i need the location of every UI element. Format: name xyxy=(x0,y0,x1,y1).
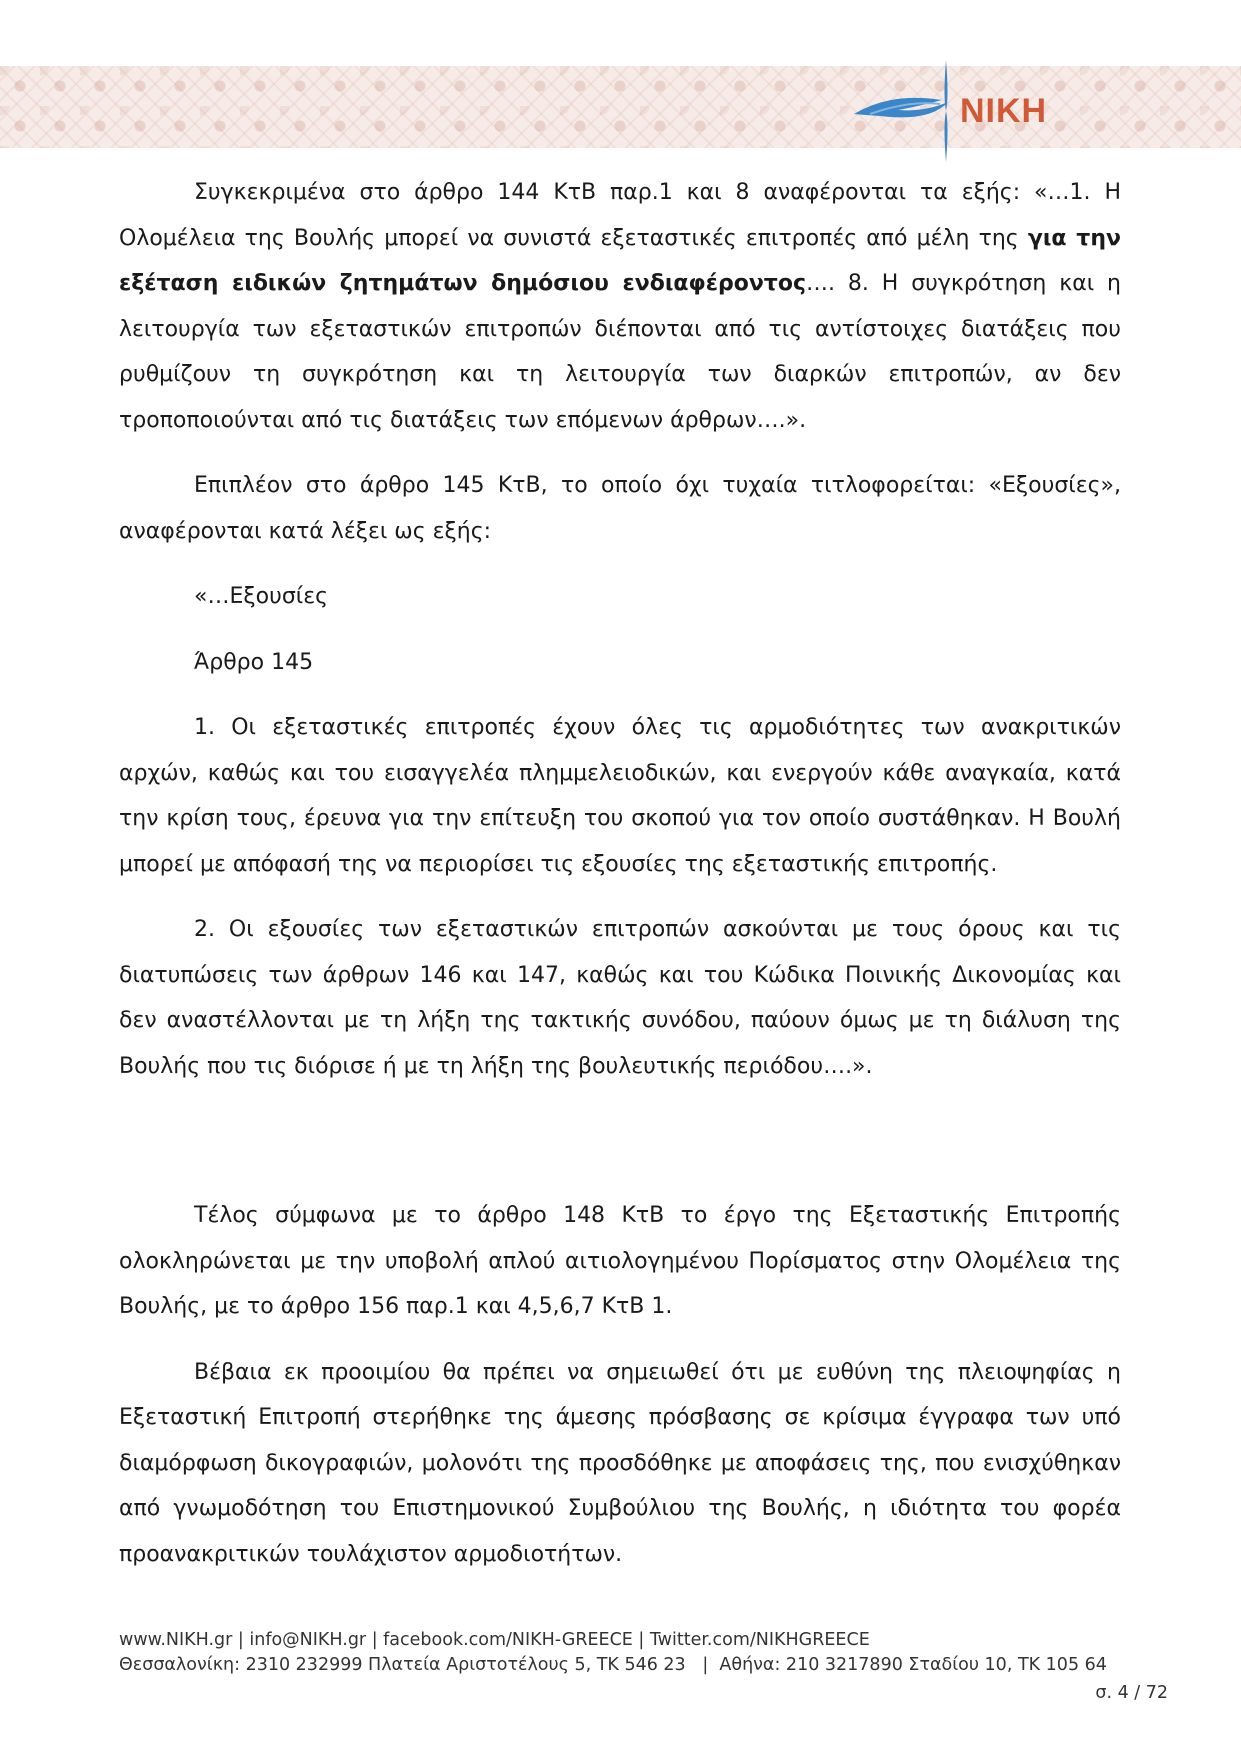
document-body xyxy=(119,170,1121,1577)
paragraph-committee-access: Βέβαια εκ προοιμίου θα πρέπει να σημειωθεί ότι με ευθύνη της πλειοψηφίας η Εξεταστική Επιτροπή στερήθηκε της άμεσης πρόσβασης σε κρίσιμα έγγραφα των υπό διαμόρφωση δικογραφιών, μολονότι της προσδόθηκε με αποφάσεις της, που ενισχύθηκαν από γνωμοδότηση του Επιστημονικού Συμβούλιου της Βουλής, η ιδιότητα του φορέα προανακριτικών τουλάχιστον αρμοδιοτήτων. xyxy=(119,1359,1121,1567)
paragraph-article-145-2: 2. Οι εξουσίες των εξεταστικών επιτροπών ασκούνται με τους όρους και τις διατυπώσεις των άρθρων 146 και 147, καθώς και του Κώδικα Ποινικής Δικονομίας και δεν αναστέλλονται με τη λήξη της τακτικής συνόδου, παύουν όμως με τη διάλυση της Βουλής που τις διόρισε ή με τη λήξη της βουλευτικής περιόδου….». xyxy=(119,917,1121,1079)
footer-addresses: Θεσσαλονίκη: 2310 232999 Πλατεία Αριστοτέλους 5, ΤΚ 546 23 | Αθήνα: 210 3217890 Σταδίου 10, ΤΚ 105 64 xyxy=(119,1655,1107,1675)
paragraph-article-145-1: 1. Οι εξεταστικές επιτροπές έχουν όλες τις αρμοδιότητες των ανακριτικών αρχών, καθώς και του εισαγγελέα πλημμελειοδικών, και ενεργούν κάθε αναγκαία, κατά την κρίση τους, έρευνα για την επίτευξη του σκοπού για τον οποίο συστάθηκαν. Η Βουλή μπορεί με απόφασή της να περιορίσει τις εξουσίες της εξεταστικής επιτροπής. xyxy=(119,715,1121,877)
footer-links: www.NIKH.gr | info@NIKH.gr | facebook.com/NIKH-GREECE | Twitter.com/NIKHGREECE xyxy=(119,1630,870,1650)
footer-contact xyxy=(119,1628,1107,1678)
logo-wordmark: NIKH xyxy=(960,92,1048,130)
paragraph-article-144: Συγκεκριμένα στο άρθρο 144 ΚτΒ παρ.1 και 8 αναφέρονται τα εξής: «…1. Η Ολομέλεια της Βουλής μπορεί να συνιστά εξεταστικές επιτροπές από μέλη της για την εξέταση ειδικών ζητημάτων δημόσιου ενδιαφέροντος…. 8. Η συγκρότηση και η λειτουργία των εξεταστικών επιτροπών διέπονται από τις αντίστοιχες διατάξεις που ρυθμίζουν τη συγκρότηση και τη λειτουργία των διαρκών επιτροπών, αν δεν τροποποιούνται από τις διατάξεις των επόμενων άρθρων….». xyxy=(119,180,1121,433)
paragraph-article-148: Τέλος σύμφωνα με το άρθρο 148 ΚτΒ το έργο της Εξεταστικής Επιτροπής ολοκληρώνεται με την υποβολή απλού αιτιολογημένου Πορίσματος στην Ολομέλεια της Βουλής, με το άρθρο 156 παρ.1 και 4,5,6,7 ΚτΒ 1. xyxy=(119,1203,1121,1319)
paragraph-article-145-intro: Επιπλέον στο άρθρο 145 ΚτΒ, το οποίο όχι τυχαία τιτλοφορείται: «Εξουσίες», αναφέρονται κατά λέξει ως εξής: xyxy=(119,473,1121,544)
page-number: σ. 4 / 72 xyxy=(1095,1683,1168,1703)
emphasis-text: για την εξέταση ειδικών ζητημάτων δημόσιου ενδιαφέροντος xyxy=(119,225,1121,296)
quote-heading-powers: «…Εξουσίες xyxy=(194,584,329,609)
quote-article-number: Άρθρο 145 xyxy=(194,649,314,675)
